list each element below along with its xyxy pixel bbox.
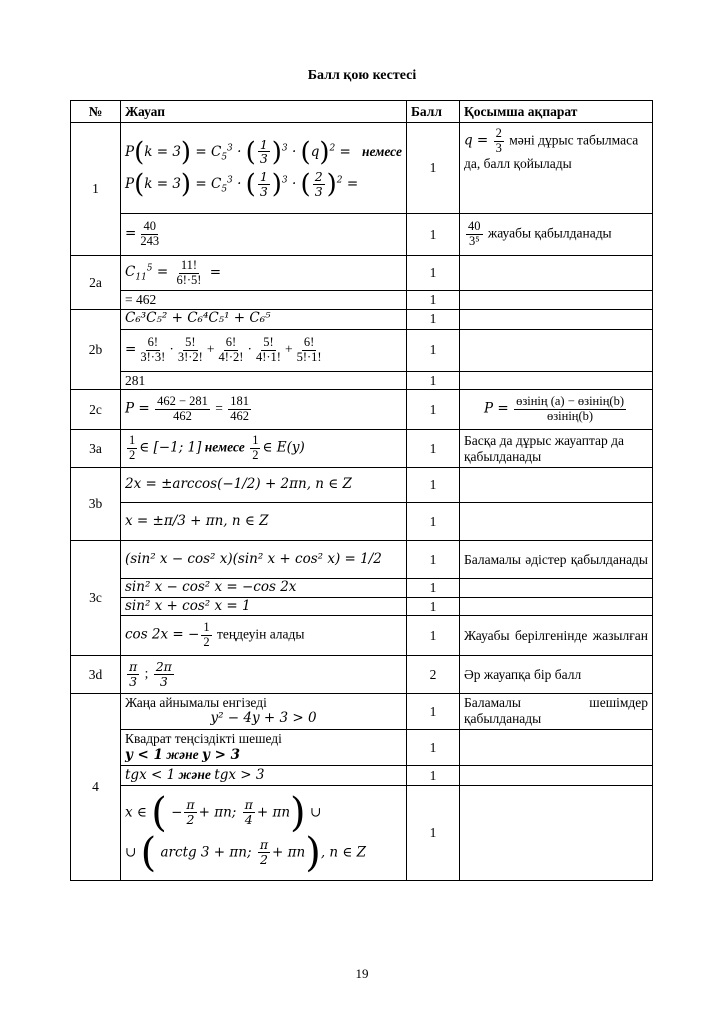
info-cell bbox=[460, 329, 653, 371]
answer-cell: $C_{11}^5$ = $\frac{11!}{6!\cdot 5!}$ = bbox=[121, 256, 407, 291]
header-points: Балл bbox=[407, 101, 460, 123]
row-number: 3a bbox=[71, 430, 121, 468]
info-cell bbox=[460, 785, 653, 880]
answer-cell: 2x = ±arccos(−1/2) + 2πn, n ∈ Z bbox=[121, 468, 407, 503]
table-row bbox=[71, 329, 653, 371]
points-cell: 1 bbox=[407, 597, 460, 616]
info-cell bbox=[460, 371, 653, 390]
table-row bbox=[71, 616, 653, 656]
row-number: 4 bbox=[71, 694, 121, 881]
info-cell: q = $\frac{2}{3}$ мәні дұрыс табылмаса да, балл қойылады bbox=[460, 123, 653, 214]
table-row bbox=[71, 766, 653, 786]
table-row bbox=[71, 291, 653, 310]
table-row bbox=[71, 785, 653, 880]
info-cell bbox=[460, 256, 653, 291]
table-row bbox=[71, 656, 653, 694]
table-row bbox=[71, 597, 653, 616]
table-row bbox=[71, 214, 653, 256]
points-cell: 1 bbox=[407, 766, 460, 786]
points-cell: 1 bbox=[407, 468, 460, 503]
answer-cell: P = $\frac{462 - 281}{462}$ = $\frac{181}{462}$ bbox=[121, 390, 407, 430]
row-number: 3b bbox=[71, 468, 121, 541]
points-cell: 1 bbox=[407, 329, 460, 371]
or-label: немесе bbox=[361, 143, 402, 159]
info-cell bbox=[460, 730, 653, 766]
row-number: 2a bbox=[71, 256, 121, 310]
answer-cell: = 462 bbox=[121, 291, 407, 310]
header-no: № bbox=[71, 101, 121, 123]
points-cell: 1 bbox=[407, 579, 460, 598]
formula-line: x ∈ ( − $\frac{\pi}{2}$ + πn; $\frac{\pi}{4}$ + πn) ∪ bbox=[125, 789, 322, 836]
row-number: 3c bbox=[71, 541, 121, 656]
answer-cell: = $\frac{6!}{3!\cdot 3!}$ · $\frac{5!}{3!\cdot 2!}$ + $\frac{6!}{4!\cdot 2!}$ · $\frac{5!}{4!\cdot 1!}$ + $\frac{6!}{5!\cdot 1!}$ bbox=[121, 329, 407, 371]
answer-cell: = $\frac{40}{243}$ bbox=[121, 214, 407, 256]
row-number: 2b bbox=[71, 309, 121, 390]
table-row bbox=[71, 256, 653, 291]
points-cell: 1 bbox=[407, 256, 460, 291]
answer-cell: $\frac{1}{2}$ ∈ [−1; 1] немесе $\frac{1}{2}$ ∈ E(y) bbox=[121, 430, 407, 468]
table-row bbox=[71, 390, 653, 430]
info-cell bbox=[460, 597, 653, 616]
row-number: 1 bbox=[71, 123, 121, 256]
table-row bbox=[71, 579, 653, 598]
info-cell: Әр жауапқа бір балл bbox=[460, 656, 653, 694]
points-cell: 1 bbox=[407, 214, 460, 256]
points-cell: 1 bbox=[407, 503, 460, 541]
answer-cell: x = ±π/3 + πn, n ∈ Z bbox=[121, 503, 407, 541]
info-cell bbox=[460, 579, 653, 598]
table-row bbox=[71, 694, 653, 730]
scoring-table bbox=[70, 100, 653, 881]
table-row bbox=[71, 503, 653, 541]
points-cell: 1 bbox=[407, 616, 460, 656]
formula-line: $P(k = 3) = C_5^3$ · ( $\frac{1}{3}$ )$^3 \cdot (q)^2$ = немесе bbox=[125, 136, 402, 167]
points-cell: 1 bbox=[407, 291, 460, 310]
points-cell: 1 bbox=[407, 694, 460, 730]
table-row bbox=[71, 371, 653, 390]
formula-line: $P(k = 3) = C_5^3$ · ( $\frac{1}{3}$ )$^3$ · ( $\frac{2}{3}$ )$^2$ = bbox=[125, 169, 359, 200]
info-cell: Баламалы әдістер қабылданады bbox=[460, 541, 653, 579]
answer-cell: tgx < 1 және tgx > 3 bbox=[121, 766, 407, 786]
answer-cell bbox=[121, 785, 407, 880]
info-cell: Басқа да дұрыс жауаптар да қабылданады bbox=[460, 430, 653, 468]
table-row bbox=[71, 123, 653, 214]
row-number: 2c bbox=[71, 390, 121, 430]
points-cell: 1 bbox=[407, 390, 460, 430]
page-title: Балл қою кестесі bbox=[307, 68, 417, 83]
points-cell: 1 bbox=[407, 123, 460, 214]
points-cell: 1 bbox=[407, 309, 460, 329]
answer-cell: cos 2x = − $\frac{1}{2}$ теңдеуін алады bbox=[121, 616, 407, 656]
points-cell: 2 bbox=[407, 656, 460, 694]
info-cell: Баламалы шешімдер қабылданады bbox=[460, 694, 653, 730]
header-answer: Жауап bbox=[121, 101, 407, 123]
answer-cell: (sin² x − cos² x)(sin² x + cos² x) = 1/2 bbox=[121, 541, 407, 579]
info-cell: P = $\frac{\text{өзінің (a) − өзінің(b)}}{\text{өзінің(b)}}$ bbox=[460, 390, 653, 430]
formula-line: ∪ ( arctg 3 + πn; $\frac{\pi}{2}$ + πn), n ∈ Z bbox=[125, 829, 367, 876]
info-cell bbox=[460, 766, 653, 786]
points-cell: 1 bbox=[407, 371, 460, 390]
info-cell: $\frac{40}{\text{3⁵}}$ жауабы қабылданады bbox=[460, 214, 653, 256]
points-cell: 1 bbox=[407, 785, 460, 880]
table-header-row bbox=[71, 101, 653, 123]
answer-cell: sin² x + cos² x = 1 bbox=[121, 597, 407, 616]
points-cell: 1 bbox=[407, 430, 460, 468]
table-row bbox=[71, 541, 653, 579]
points-cell: 1 bbox=[407, 730, 460, 766]
points-cell: 1 bbox=[407, 541, 460, 579]
info-cell bbox=[460, 468, 653, 503]
info-cell bbox=[460, 503, 653, 541]
answer-cell: sin² x − cos² x = −cos 2x bbox=[121, 579, 407, 598]
answer-cell: 281 bbox=[121, 371, 407, 390]
header-info: Қосымша ақпарат bbox=[460, 101, 653, 123]
answer-cell: C₆³C₅² + C₆⁴C₅¹ + C₆⁵ bbox=[121, 309, 407, 329]
answer-cell: Квадрат теңсіздікті шешеді y < 1 және y > 3 bbox=[121, 730, 407, 766]
page-number: 19 bbox=[355, 966, 369, 981]
answer-cell bbox=[121, 123, 407, 214]
answer-cell: Жаңа айнымалы енгізеді y² − 4y + 3 > 0 bbox=[121, 694, 407, 730]
table-row bbox=[71, 309, 653, 329]
info-cell bbox=[460, 291, 653, 310]
info-cell: Жауабы берілгенінде жазылған bbox=[460, 616, 653, 656]
answer-cell: $\frac{\pi}{3}$ ; $\frac{2\pi}{3}$ bbox=[121, 656, 407, 694]
table-row bbox=[71, 468, 653, 503]
info-cell bbox=[460, 309, 653, 329]
row-number: 3d bbox=[71, 656, 121, 694]
table-row bbox=[71, 430, 653, 468]
table-row bbox=[71, 730, 653, 766]
